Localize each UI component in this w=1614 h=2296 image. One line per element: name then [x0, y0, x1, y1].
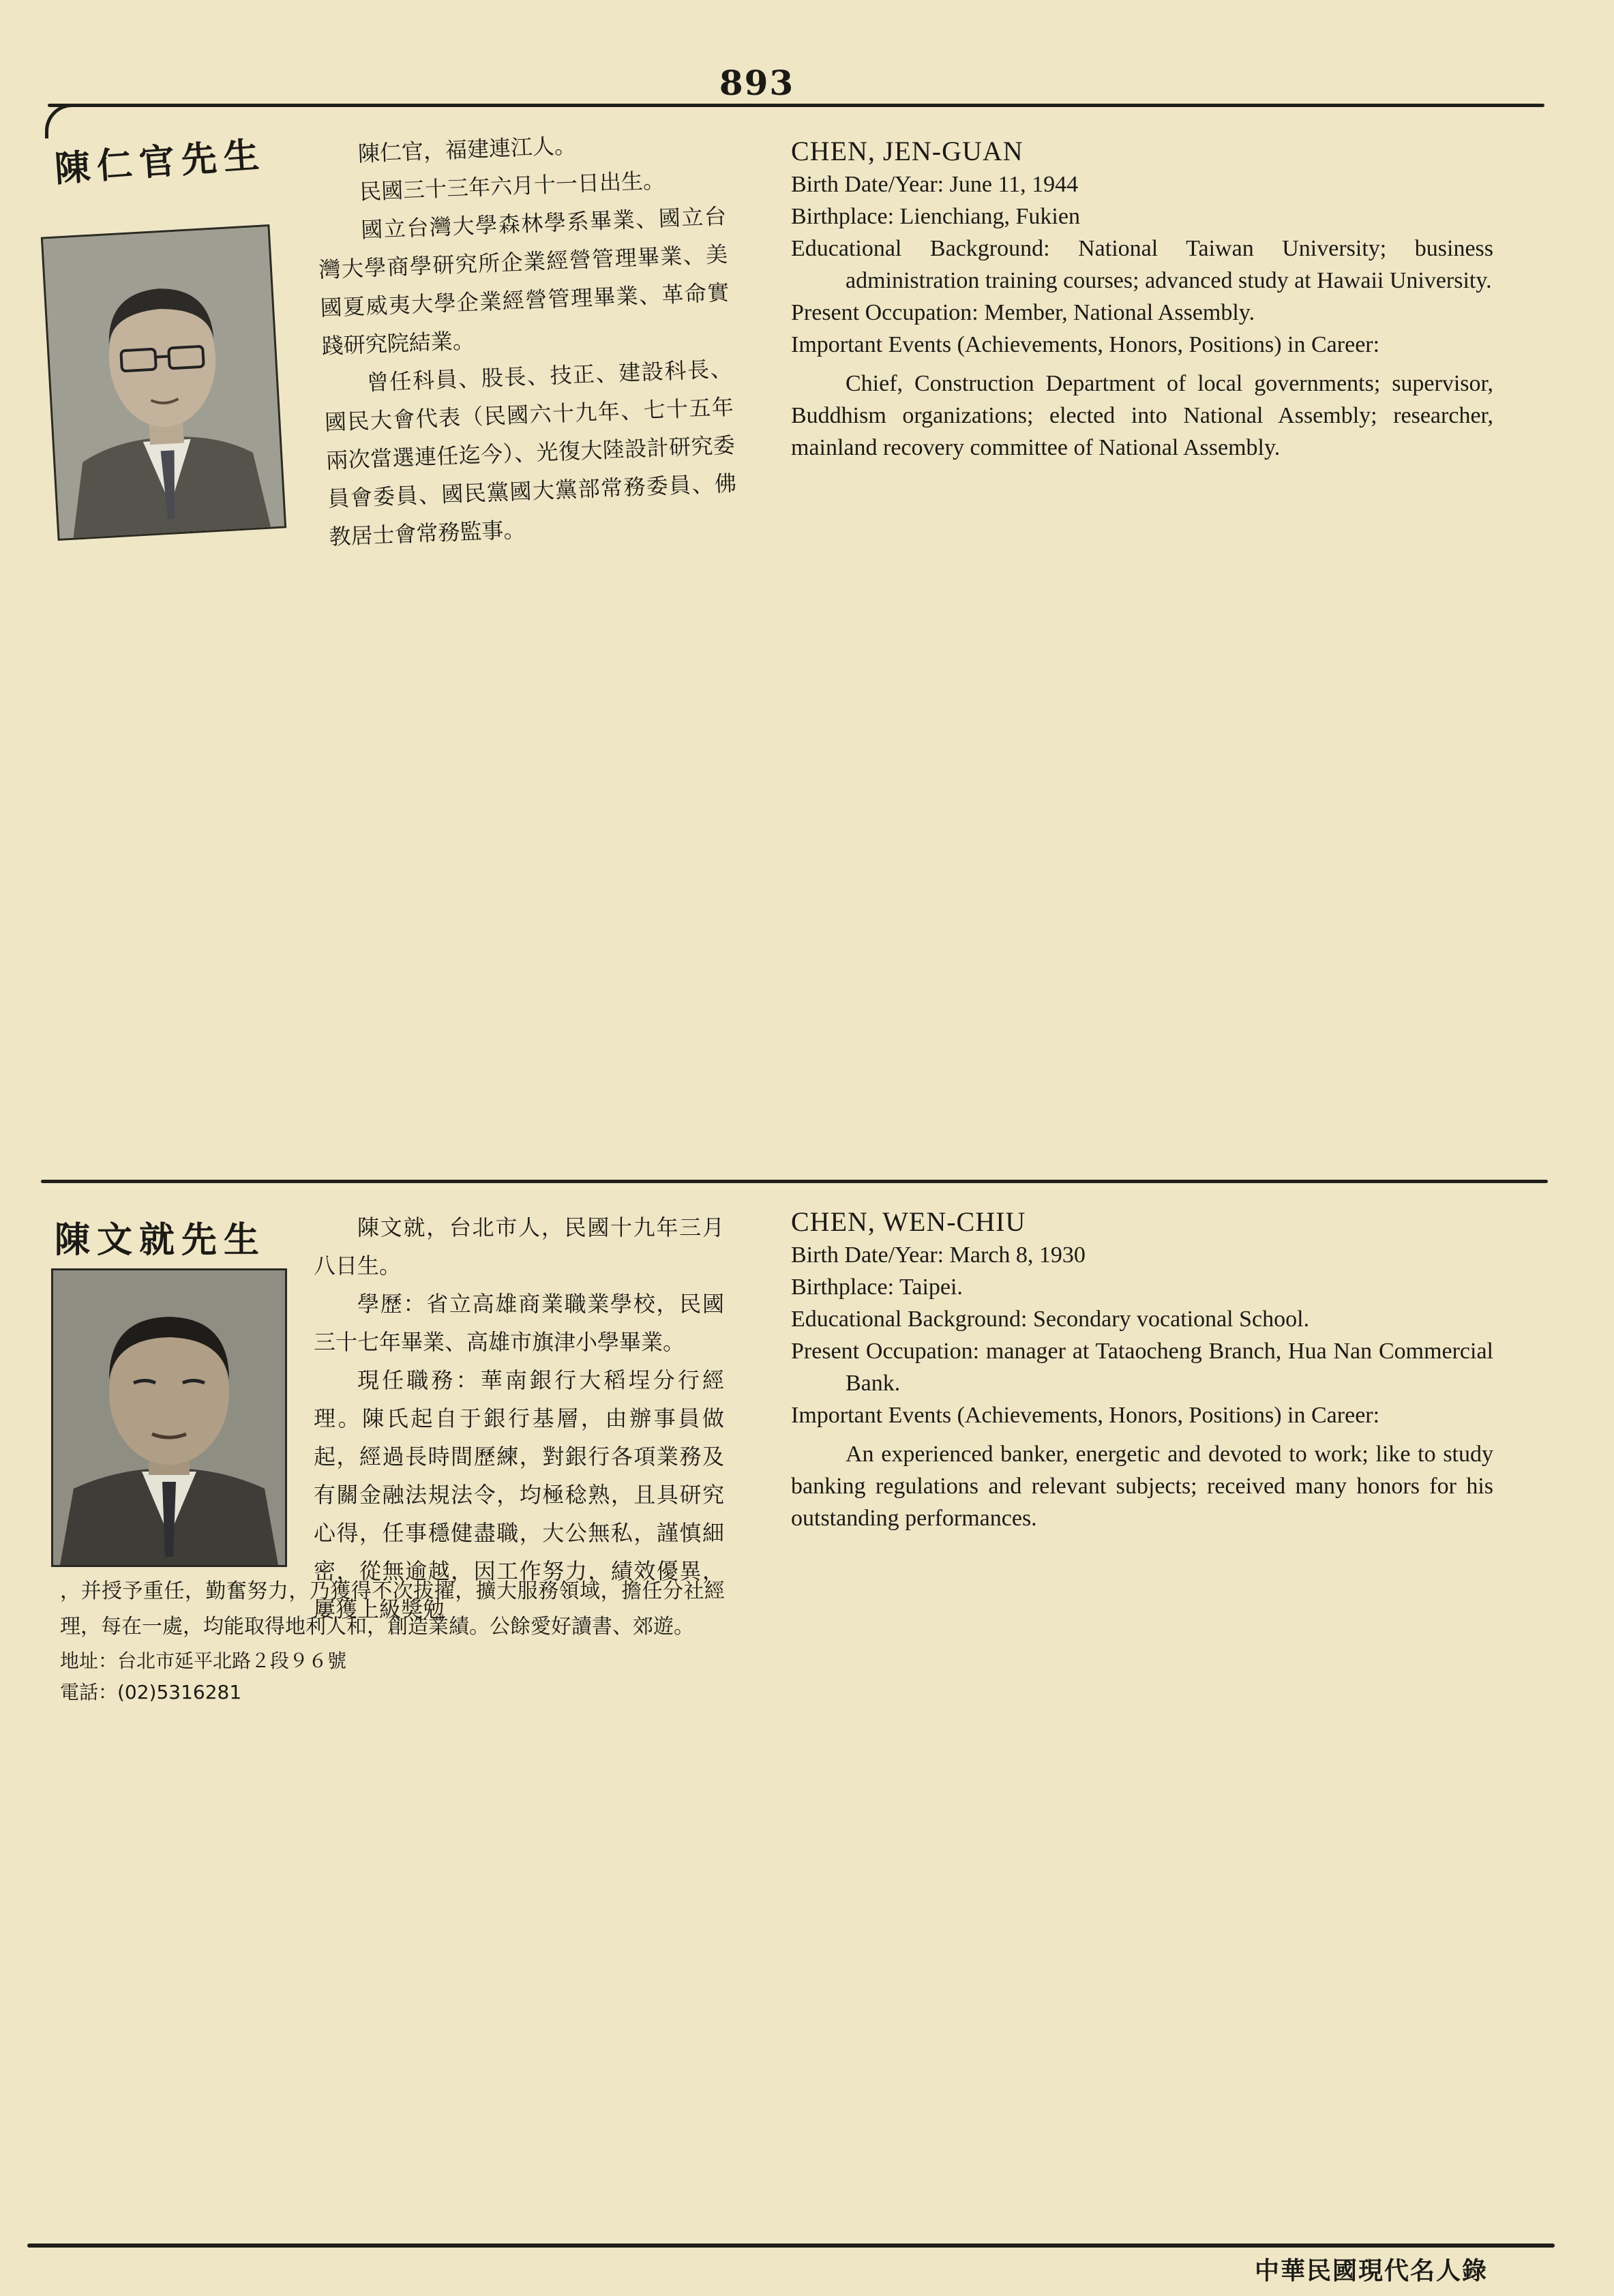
birth-date-value: March 8, 1930	[949, 1242, 1086, 1268]
bottom-rule	[27, 2243, 1555, 2248]
education-value: Secondary vocational School.	[1033, 1307, 1310, 1332]
portrait-photo	[41, 224, 286, 541]
bio-chinese-continued	[60, 1574, 725, 1708]
bio-chinese	[314, 121, 738, 556]
birth-date-row	[791, 1239, 1493, 1271]
birth-date-label: Birth Date/Year:	[791, 1242, 944, 1268]
occupation-label: Present Occupation:	[791, 300, 978, 325]
page-number: 893	[719, 63, 795, 103]
top-rule	[48, 104, 1544, 107]
bio-zh-paragraph: 現任職務：華南銀行大稻埕分行經理。陳氏起自于銀行基層，由辦事員做起，經過長時間歷練，對銀行各項業務及有關金融法規法令，均極稔熟，且具研究心得，任事穩健盡職，大公無私，謹慎細密，從無逾越，因工作努力，績效優異，屢獲上級獎勉	[314, 1367, 724, 1622]
education-label: Educational Background:	[791, 236, 1050, 261]
bio-english	[791, 1206, 1493, 1534]
bio-zh-paragraph: 國立台灣大學森林學系畢業、國立台灣大學商學研究所企業經營管理畢業、美國夏威夷大學企業經營管理畢業、革命實踐研究院結業。	[318, 203, 730, 359]
birthplace-value: Lienchiang, Fukien	[899, 204, 1080, 229]
footer-title: 中華民國現代名人錄	[1255, 2257, 1489, 2285]
education-value: National Taiwan University; business administration training courses; advanced study at Hawaii University.	[846, 236, 1493, 293]
birth-date-row	[791, 168, 1493, 200]
events-value: An experienced banker, energetic and devoted to work; like to study banking regulations and relevant subjects; received many honors for his outstanding performances.	[791, 1442, 1493, 1531]
education-label: Educational Background:	[791, 1307, 1028, 1332]
entry-name-zh: 陳仁官先生	[53, 134, 267, 190]
occupation-row	[791, 297, 1493, 329]
occupation-label: Present Occupation:	[791, 1339, 980, 1364]
bio-zh-paragraph: 曾任科員、股長、技正、建設科長、國民大會代表（民國六十九年、七十五年兩次當選連任迄今）、光復大陸設計研究委員會委員、國民黨國大黨部常務委員、佛教居士會常務監事。	[324, 355, 737, 550]
occupation-value: manager at Tataocheng Branch, Hua Nan Commercial Bank.	[846, 1339, 1494, 1396]
birthplace-row	[791, 200, 1493, 233]
birthplace-value: Taipei.	[899, 1274, 963, 1300]
entry-name-en: CHEN, JEN-GUAN	[791, 136, 1023, 166]
portrait-man-suit-icon	[53, 1270, 285, 1565]
birthplace-row	[791, 1271, 1493, 1303]
birth-date-value: June 11, 1944	[949, 172, 1079, 197]
birthplace-label: Birthplace:	[791, 204, 895, 229]
bio-zh-paragraph: 陳仁官，福建連江人。	[357, 132, 577, 167]
portrait-photo	[51, 1268, 287, 1567]
events-value: Chief, Construction Department of local governments; supervisor, Buddhism organizations; elected into National Assembly; researcher, mainland recovery committee of National Assembly.	[791, 371, 1493, 460]
occupation-row	[791, 1335, 1493, 1399]
entry-name-zh: 陳文就先生	[55, 1220, 267, 1261]
top-rule-corner	[45, 104, 76, 138]
address: 地址：台北市延平北路２段９６號	[60, 1650, 347, 1672]
entry-name-en: CHEN, WEN-CHIU	[791, 1206, 1026, 1237]
events-label: Important Events (Achievements, Honors, Positions) in Career:	[791, 332, 1380, 357]
events-label: Important Events (Achievements, Honors, Positions) in Career:	[791, 1403, 1380, 1428]
portrait-man-glasses-icon	[43, 226, 284, 539]
bio-zh-paragraph: 民國三十三年六月十一日出生。	[359, 167, 666, 205]
bio-chinese	[314, 1208, 724, 1628]
occupation-value: Member, National Assembly.	[984, 300, 1255, 325]
phone: 電話：(02)5316281	[60, 1681, 242, 1703]
bio-zh-paragraph: 學歷：省立高雄商業職業學校，民國三十七年畢業、高雄市旗津小學畢業。	[314, 1291, 724, 1355]
bio-zh-continued: ，并授予重任，勤奮努力，乃獲得不次拔擢，擴大服務領域，擔任分社經理，每在一處，均能取得地利人和，創造業績。公餘愛好讀書、郊遊。	[60, 1579, 725, 1639]
bio-english	[791, 135, 1493, 464]
section-divider	[41, 1180, 1548, 1183]
birthplace-label: Birthplace:	[791, 1274, 895, 1300]
birth-date-label: Birth Date/Year:	[791, 172, 944, 197]
education-row	[791, 1303, 1493, 1335]
education-row	[791, 233, 1493, 297]
bio-zh-paragraph: 陳文就，台北市人，民國十九年三月八日生。	[314, 1214, 724, 1279]
